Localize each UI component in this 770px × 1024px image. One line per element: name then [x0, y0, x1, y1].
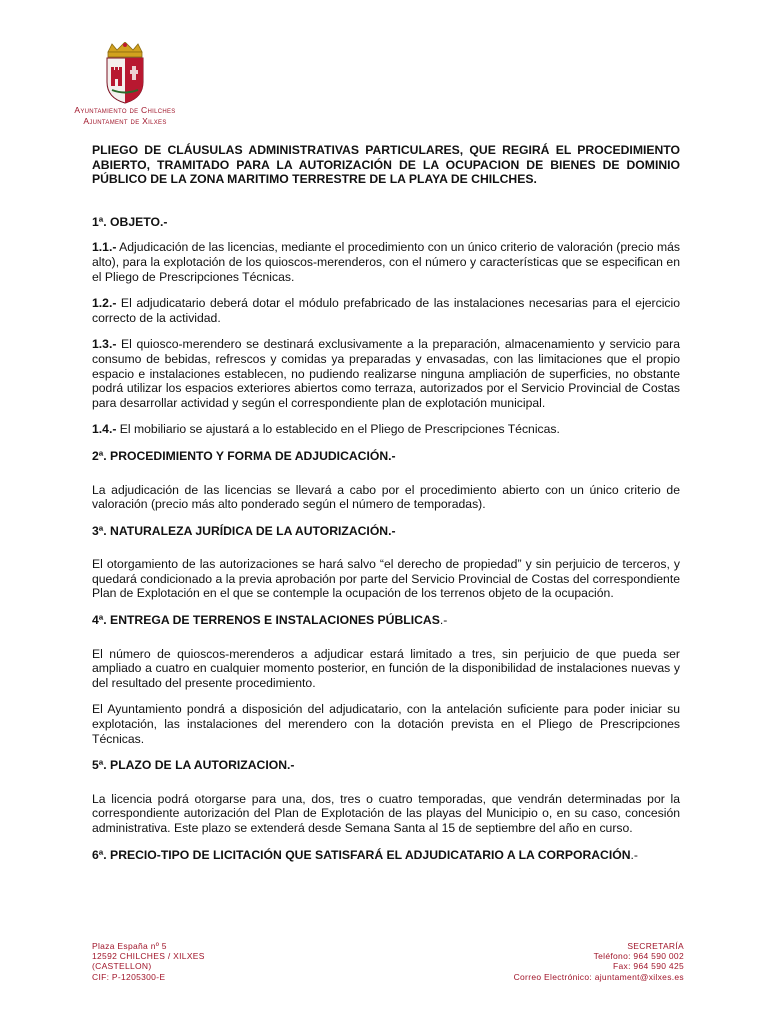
paragraph: El otorgamiento de las autorizaciones se hará salvo “el derecho de propiedad” y sin perjuicio de terceros, y quedará condicionado a la previa aprobación por parte del Servicio Provincial de Costas del correspondiente Plan de Explotación en el que se contemple la ocupación de los terrenos objeto de la ocupación. [92, 557, 680, 601]
section-heading [92, 848, 680, 863]
municipal-logo [60, 42, 190, 130]
section-heading-text: 4ª. ENTREGA DE TERRENOS E INSTALACIONES PÚBLICAS [92, 613, 440, 628]
section-heading: 1ª. OBJETO.- [92, 214, 168, 229]
section-heading-tail: .- [439, 613, 448, 628]
footer-contact-line: Teléfono: 964 590 002 [593, 951, 684, 962]
footer-contact-line: Fax: 964 590 425 [613, 961, 684, 972]
clause-number: 1.3.- [92, 337, 117, 352]
paragraph-text: El adjudicatario deberá dotar el módulo prefabricado de las instalaciones necesarias para el ejercicio correcto de la actividad. [92, 296, 680, 325]
document-title: PLIEGO DE CLÁUSULAS ADMINISTRATIVAS PARTICULARES, QUE REGIRÁ EL PROCEDIMIENTO ABIERTO, TRAMITADO PARA LA AUTORIZACIÓN DE LA OCUPACION DE BIENES DE DOMINIO PÚBLICO DE LA ZONA MARITIMO TERRESTRE DE LA PLAYA DE CHILCHES. [92, 143, 680, 187]
paragraph: La adjudicación de las licencias se llevará a cabo por el procedimiento abierto con un único criterio de valoración (precio más alto ponderado según el número de temporadas). [92, 482, 680, 512]
paragraph: El Ayuntamiento pondrá a disposición del adjudicatario, con la antelación suficiente para poder iniciar su explotación, las instalaciones del merendero con la dotación prevista en el Pliego de Prescripciones Técnicas. [92, 702, 680, 746]
section-heading: 5ª. PLAZO DE LA AUTORIZACION.- [92, 758, 295, 773]
coat-of-arms-icon [102, 42, 148, 104]
paragraph [92, 296, 680, 325]
section-heading-text: 6ª. PRECIO-TIPO DE LICITACIÓN QUE SATISFARÁ EL ADJUDICATARIO A LA CORPORACIÓN [92, 847, 631, 862]
footer-address-line: 12592 CHILCHES / XILXES [92, 951, 205, 962]
footer-email: Correo Electrónico: ajuntament@xilxes.es [513, 971, 684, 982]
paragraph [92, 240, 680, 284]
section-heading-tail: .- [630, 847, 638, 862]
paragraph [92, 422, 680, 437]
footer-address [92, 941, 205, 982]
section-heading: 2ª. PROCEDIMIENTO Y FORMA DE ADJUDICACIÓN.- [92, 448, 396, 463]
paragraph-text: El mobiliario se ajustará a lo establecido en el Pliego de Prescripciones Técnicas. [116, 422, 560, 437]
document-body [92, 143, 680, 873]
paragraph: La licencia podrá otorgarse para una, dos, tres o cuatro temporadas, que vendrán determinadas por la correspondiente autorización del Plan de Explotación de las playas del Municipio o, en su caso, concesión administrativa. Este plazo se extenderá desde Semana Santa al 15 de septiembre del año en curso. [92, 791, 680, 835]
paragraph: El número de quioscos-merenderos a adjudicar estará limitado a tres, sin perjuicio de que pueda ser ampliado a cuatro en cualquier momento posterior, en función de la disponibilidad de instalaciones nuevas y del resultado del presente procedimiento. [92, 646, 680, 690]
clause-number: 1.1.- [92, 240, 117, 255]
clause-number: 1.4.- [92, 422, 117, 437]
footer-contact-line: SECRETARÍA [627, 941, 684, 951]
footer-address-line: CIF: P-1205300-E [92, 971, 166, 982]
footer-address-line: (CASTELLON) [92, 961, 152, 972]
footer-contact [514, 941, 684, 982]
section-heading [92, 613, 680, 628]
paragraph-text: Adjudicación de las licencias, mediante el procedimiento con un único criterio de valoración (precio más alto), para la explotación de los quioscos-merenderos, con el número y características que se especifican en el Pliego de Prescripciones Técnicas. [92, 240, 680, 284]
header-town-name-valencian: Ajuntament de Xilxes [83, 116, 167, 126]
section-heading: 3ª. NATURALEZA JURÍDICA DE LA AUTORIZACIÓN.- [92, 523, 396, 538]
footer-address-line: Plaza España nº 5 [92, 941, 167, 951]
header-town-name: Ayuntamiento de Chilches [74, 105, 176, 115]
clause-number: 1.2.- [92, 296, 117, 311]
paragraph-text: El quiosco-merendero se destinará exclusivamente a la preparación, almacenamiento y servicio para consumo de bebidas, refrescos y comidas ya preparadas y envasadas, con las limitaciones que el propio espacio e instalaciones establecen, no pudiendo realizarse ninguna ampliación de superficies, no obstante podrá utilizar los espacios exteriores abiertos como terraza, autorizados por el Servicio Provincial de Costas para desarrollar actividad y según el correspondiente plan de explotación municipal. [92, 337, 680, 410]
paragraph [92, 337, 680, 410]
